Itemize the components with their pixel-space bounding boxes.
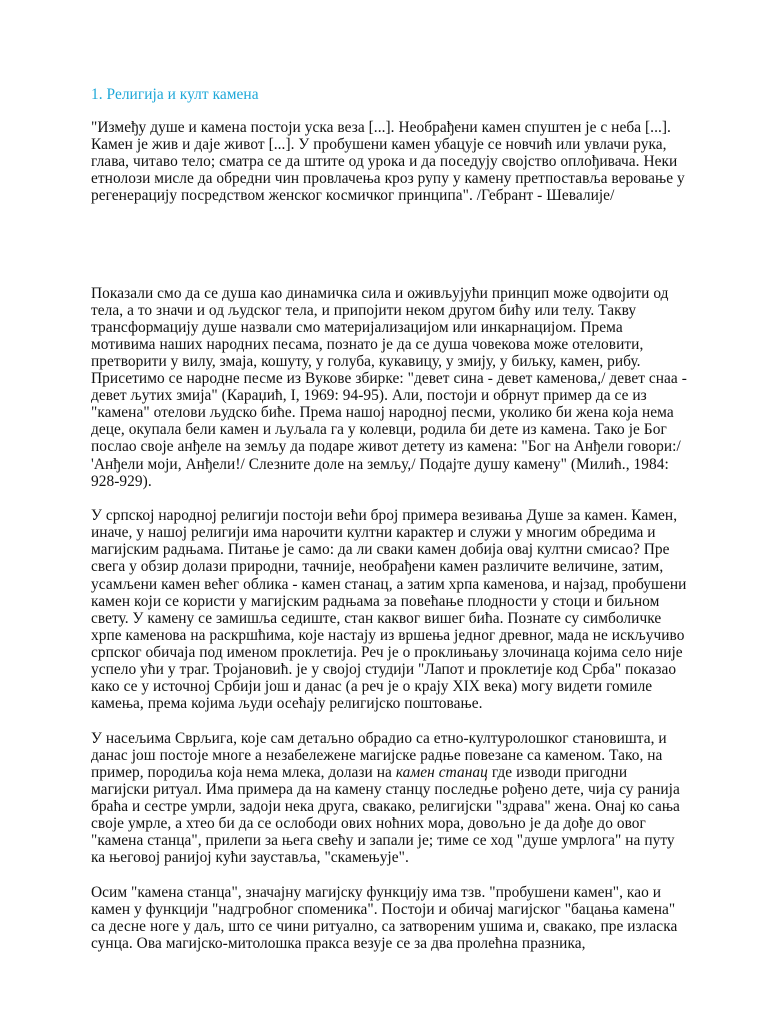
body-paragraph-1: Показали смо да се душа као динамичка сила и оживљујући принцип може одвојити од тела, а то значи и од људског тела, и припојити неком другом бићу или телу. Такву трансформацију душе назвали смо материјализацијом или инкарнацијом. Према мотивима наших народних песама, познато је да се душа човекова може отеловити, претворити у вилу, змаја, кошуту, у голуба, кукавицу, у змију, у биљку, камен, рибу. Присетимо се народне песме из Вукове збирке: "девет сина - девет каменова,/ девет снаа - девет љутих змија" (Караџић, I, 1969: 94-95). Али, постоји и обрнут пример да се из "камена" отелови људско биће. Према нашој народној песми, уколико би жена која нема деце, окупала бели камен и љуљала га у колевци, родила би дете из камена. Тако је Бог послао своје анђеле на земљу да подаре живот детету из камена: "Бог на Анђели говори:/ 'Анђели моји, Анђели!/ Слезните доле на земљу,/ Подајте душу камену" (Милић., 1984: 928-929). — [91, 284, 687, 490]
body-paragraph-4: Осим "камена станца", значајну магијску функцију има тзв. "пробушени камен", као и камен у функцији "надгробног споменика". Постоји и обичај магијског "бацања камена" са десне ноге у даљ, што се чини ритуално, са затвореним ушима и, свакако, пре изласка сунца. Ова магијско-митолошка пракса везује се за два пролећна празника, — [91, 884, 678, 953]
epigraph-quote: "Између душе и камена постоји уска веза [...]. Необрађени камен спуштен је с неба [...]. Камен је жив и даје живот [...]. У пробушени камен убацује се новчић или увлачи рука, глава, читаво тело; сматра се да штите од урока и да поседују својство оплођивача. Неки етнолози мисле да обредни чин провлачења кроз рупу у камену претпоставља веровање у регенерацију посредством женског космичког принципа". /Гебрант - Шевалије/ — [91, 119, 685, 205]
italic-term: камен станац — [395, 764, 488, 781]
document-page — [91, 86, 687, 970]
section-heading: 1. Религија и култ камена — [91, 86, 259, 103]
paragraph-3-text-end: где изводи пригодни магијски ритуал. Има примера да на камену станцу последње рођено дете, чија су ранија браћа и сестре умрли, задоји нека друга, свакако, религијски "здрава" жена. Онај ко сања своје умрле, а хтео би да се ослободи ових ноћних мора, довољно је да дође до овог "камена станца", прилепи за њега свећу и запали је; тиме се ход "душе умрлога" на путу ка његовој ранијој кући зауставља, "скамењује". — [91, 764, 680, 867]
paragraph-3-text-start: У насељима Сврљига, које сам детаљно обрадио са етно-културолошког становишта, и данас још постоје многе а незабележене магијске радње повезане са каменом. Тако, на пример, породиља која нема млека, долази на — [91, 729, 667, 781]
body-paragraph-3 — [91, 730, 687, 867]
body-paragraph-2: У српској народној религији постоји већи број примера везивања Душе за камен. Камен, иначе, у нашој религији има нарочити култни карактер и служи у многим обредима и магијским радњама. Питање је само: да ли сваки камен добија овај култни смисао? Пре свега у обзир долази природни, тачније, необрађени камен различите величине, затим, усамљени камен већег облика - камен станац, а затим хрпа каменова, и најзад, пробушени камен који се користи у магијским радњама за повећање плодности у стоци и биљном свету. У камену се замишља седиште, стан каквог вишег бића. Познате су симболичке хрпе каменова на раскршћима, које настају из вршења једног древног, мада не искључиво српског обичаја под именом проклетија. Реч је о проклињању злочинаца којима село није успело ући у траг. Тројановић. је у својој студији "Лапот и проклетије код Срба" показао како се у источној Србији још и данас (а реч је о крају XIX века) могу видети гомиле камења, према којима људи осећају религијско поштовање. — [91, 507, 687, 713]
